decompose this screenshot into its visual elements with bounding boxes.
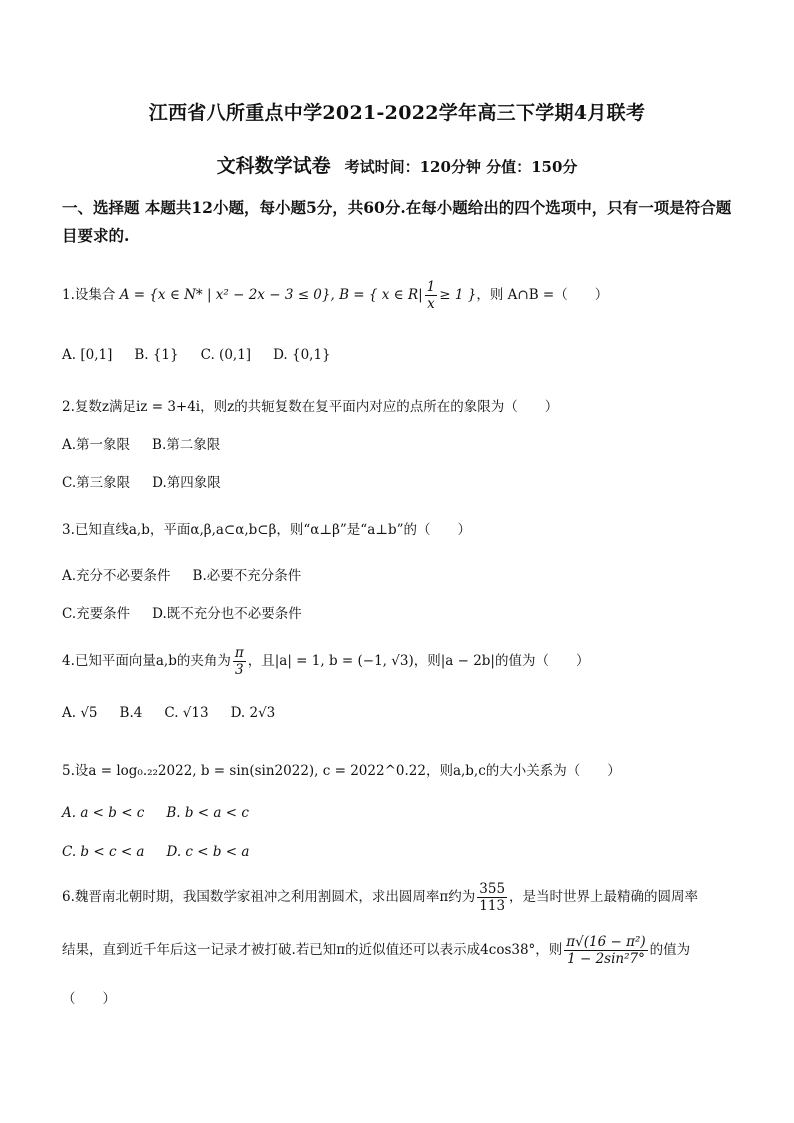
question-6-line2 — [62, 934, 690, 967]
q1-set-a: A = {x ∈ N* | x² − 2x − 3 ≤ 0} — [119, 287, 331, 303]
q6-frac2-num: π√(16 − π²) — [566, 934, 646, 950]
q3-option-a: A.充分不必要条件 — [62, 568, 171, 584]
q4-frac-den: 3 — [235, 662, 244, 678]
question-1 — [62, 279, 608, 312]
q3-option-c: C.充要条件 — [62, 606, 131, 622]
q6-frac2-den: 1 − 2sin²7° — [567, 951, 645, 967]
q4-middle: ，且|a| = 1, b = (−1, √3)，则|a − 2b|的值为（ ） — [247, 653, 590, 669]
q5-options-row1 — [62, 805, 271, 821]
q2-options-row2 — [62, 471, 243, 491]
page-title: 江西省八所重点中学2021-2022学年高三下学期4月联考 — [148, 102, 646, 124]
q1-option-d: D. {0,1} — [273, 347, 331, 363]
question-6-line1 — [62, 881, 698, 914]
q1-fraction — [425, 279, 438, 312]
q3-option-d: D.既不充分也不必要条件 — [152, 606, 302, 622]
q5-option-d: D. c < b < a — [166, 844, 250, 860]
q1-option-b: B. {1} — [134, 347, 179, 363]
q5-option-b: B. b < a < c — [166, 805, 249, 821]
q5-options-row2 — [62, 844, 271, 860]
q1-frac-den: x — [427, 296, 435, 312]
q6-fraction-1 — [477, 881, 507, 914]
q6-line2-prefix: 结果，直到近千年后这一记录才被打破.若已知π的近似值还可以表示成4cos38°，则 — [62, 942, 563, 958]
q1-option-a: A. [0,1] — [62, 347, 113, 363]
q3-options-row2 — [62, 602, 324, 622]
q4-option-b: B.4 — [119, 705, 143, 721]
q1-frac-num: 1 — [426, 279, 436, 295]
subtitle — [0, 151, 794, 178]
q5-option-c: C. b < c < a — [62, 844, 145, 860]
q3-options-row1 — [62, 564, 323, 584]
section-heading: 一、选择题 本题共12小题，每小题5分，共60分.在每小题给出的四个选项中，只有一项是符合题目要求的. — [62, 198, 732, 245]
q6-frac1-num: 355 — [479, 881, 506, 897]
question-2: 2.复数z满足iz = 3+4i，则z的共轭复数在复平面内对应的点所在的象限为（ ） — [62, 399, 559, 415]
q4-fraction — [233, 645, 246, 678]
q4-options — [62, 705, 297, 721]
q4-option-a: A. √5 — [62, 705, 98, 721]
exam-info: 考试时间：120分钟 分值：150分 — [344, 158, 578, 176]
q1-set-b-left: , B = { x ∈ R| — [330, 287, 423, 303]
q4-frac-num: π — [234, 645, 244, 661]
question-3: 3.已知直线a,b，平面α,β,a⊂α,b⊂β，则“α⊥β”是“a⊥b”的（ ） — [62, 522, 472, 538]
q2-option-d: D.第四象限 — [152, 475, 221, 491]
q2-option-c: C.第三象限 — [62, 475, 131, 491]
q1-suffix: ，则 A∩B =（ ） — [476, 287, 609, 303]
q2-option-a: A.第一象限 — [62, 437, 131, 453]
q4-prefix: 4.已知平面向量a,b的夹角为 — [62, 653, 231, 669]
q3-option-b: B.必要不充分条件 — [192, 568, 302, 584]
subject-title: 文科数学试卷 — [216, 155, 331, 177]
q6-line1-prefix: 6.魏晋南北朝时期，我国数学家祖冲之利用割圆术，求出圆周率π约为 — [62, 889, 476, 905]
q4-option-d: D. 2√3 — [230, 705, 276, 721]
q6-frac1-den: 113 — [479, 898, 506, 914]
q6-fraction-2 — [564, 934, 647, 967]
q1-prefix: 1.设集合 — [62, 287, 116, 303]
q2-option-b: B.第二象限 — [152, 437, 221, 453]
question-5: 5.设a = log₀.₂₂2022, b = sin(sin2022), c = 2022^0.22，则a,b,c的大小关系为（ ） — [62, 763, 621, 779]
q5-option-a: A. a < b < c — [62, 805, 145, 821]
q6-line1-suffix: ，是当时世界上最精确的圆周率 — [509, 889, 699, 905]
question-4 — [62, 645, 589, 678]
q6-line2-suffix: 的值为 — [649, 942, 691, 958]
q4-option-c: C. √13 — [164, 705, 209, 721]
question-6-line3: （ ） — [62, 991, 116, 1007]
q1-option-c: C. (0,1] — [200, 347, 252, 363]
q2-options-row1 — [62, 433, 242, 453]
q1-set-b-right: ≥ 1 } — [439, 287, 477, 303]
q1-options — [62, 347, 353, 363]
